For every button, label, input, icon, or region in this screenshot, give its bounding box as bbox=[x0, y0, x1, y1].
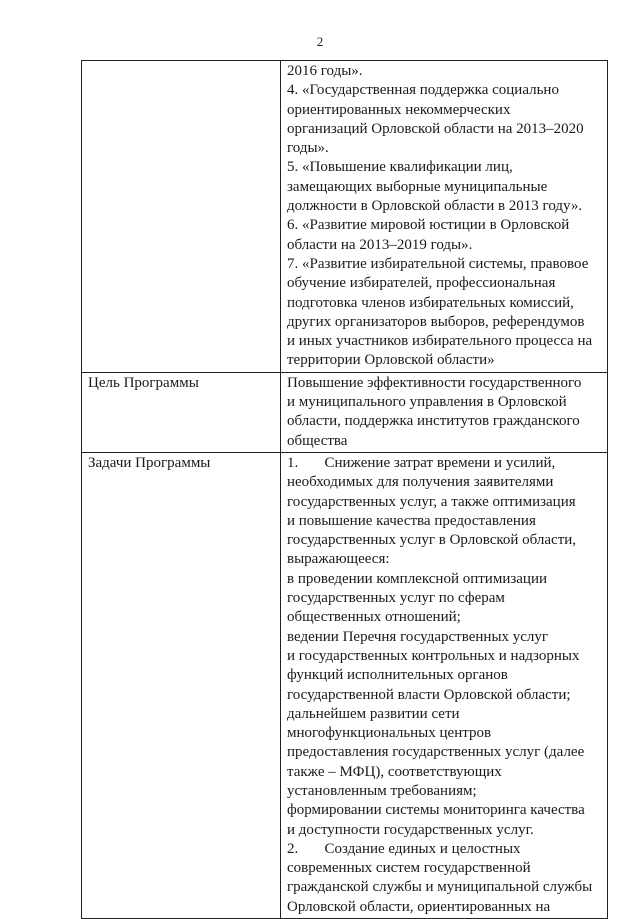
text-line: области на 2013–2019 годы». bbox=[287, 236, 473, 253]
text-line: Повышение эффективности государственного bbox=[287, 374, 582, 391]
table-row-subprograms bbox=[82, 61, 608, 373]
text-line: формировании системы мониторинга качества bbox=[287, 802, 585, 819]
text-line: государственных услуг в Орловской области, bbox=[287, 532, 577, 549]
text-line: других организаторов выборов, референдумов bbox=[287, 313, 585, 330]
text-line: государственных услуг, а также оптимизация bbox=[287, 493, 576, 510]
text-line: гражданской службы и муниципальной службы bbox=[287, 879, 593, 896]
text-line: предоставления государственных услуг (далее bbox=[287, 744, 585, 761]
text-line: территории Орловской области» bbox=[287, 352, 495, 369]
text-line: 1. Снижение затрат времени и усилий, bbox=[287, 454, 556, 471]
text-line: дальнейшем развитии сети bbox=[287, 705, 460, 722]
text-line: подготовка членов избирательных комиссий, bbox=[287, 294, 574, 311]
table-row-goal bbox=[82, 372, 608, 452]
text-line: и муниципального управления в Орловской bbox=[287, 394, 567, 411]
text-line: 2016 годы». bbox=[287, 63, 363, 79]
text-line: 4. «Государственная поддержка социально bbox=[287, 82, 559, 99]
text-line: 2. Создание единых и целостных bbox=[287, 840, 521, 857]
text-line: 7. «Развитие избирательной системы, правовое bbox=[287, 255, 589, 272]
text-line: Орловской области, ориентированных на bbox=[287, 898, 551, 915]
table-row-tasks bbox=[82, 452, 608, 918]
text-line: и доступности государственных услуг. bbox=[287, 821, 534, 838]
text-line: ведении Перечня государственных услуг bbox=[287, 628, 549, 645]
text-line: области, поддержка институтов гражданского bbox=[287, 413, 580, 430]
text-line: выражающееся: bbox=[287, 551, 390, 568]
program-passport-table bbox=[81, 60, 608, 919]
text-line: 6. «Развитие мировой юстиции в Орловской bbox=[287, 217, 570, 234]
row-content bbox=[281, 61, 608, 373]
text-line: организаций Орловской области на 2013–2020 bbox=[287, 120, 584, 137]
text-line: должности в Орловской области в 2013 году». bbox=[287, 198, 583, 215]
text-line: установленным требованиям; bbox=[287, 782, 477, 799]
text-line: также – МФЦ), соответствующих bbox=[287, 763, 502, 780]
row-label: Задачи Программы bbox=[82, 452, 281, 918]
text-line: и иных участников избирательного процесса на bbox=[287, 333, 593, 350]
text-line: многофункциональных центров bbox=[287, 725, 492, 742]
text-line: 5. «Повышение квалификации лиц, bbox=[287, 159, 513, 176]
text-line: годы». bbox=[287, 140, 329, 157]
text-line: и государственных контрольных и надзорных bbox=[287, 647, 580, 664]
text-line: и повышение качества предоставления bbox=[287, 512, 536, 529]
text-line: функций исполнительных органов bbox=[287, 667, 508, 684]
text-line: общества bbox=[287, 432, 348, 449]
text-line: замещающих выборные муниципальные bbox=[287, 178, 548, 195]
text-line: государственной власти Орловской области; bbox=[287, 686, 571, 703]
text-line: государственных услуг по сферам bbox=[287, 590, 505, 607]
text-line: ориентированных некоммерческих bbox=[287, 101, 511, 118]
row-label bbox=[82, 61, 281, 373]
text-line: необходимых для получения заявителями bbox=[287, 474, 554, 491]
text-line: в проведении комплексной оптимизации bbox=[287, 570, 548, 587]
text-line: общественных отношений; bbox=[287, 609, 461, 626]
row-label: Цель Программы bbox=[82, 372, 281, 452]
row-content bbox=[281, 372, 608, 452]
page-number: 2 bbox=[316, 34, 324, 49]
row-content bbox=[281, 452, 608, 918]
text-line: современных систем государственной bbox=[287, 860, 531, 877]
text-line: обучение избирателей, профессиональная bbox=[287, 275, 556, 292]
